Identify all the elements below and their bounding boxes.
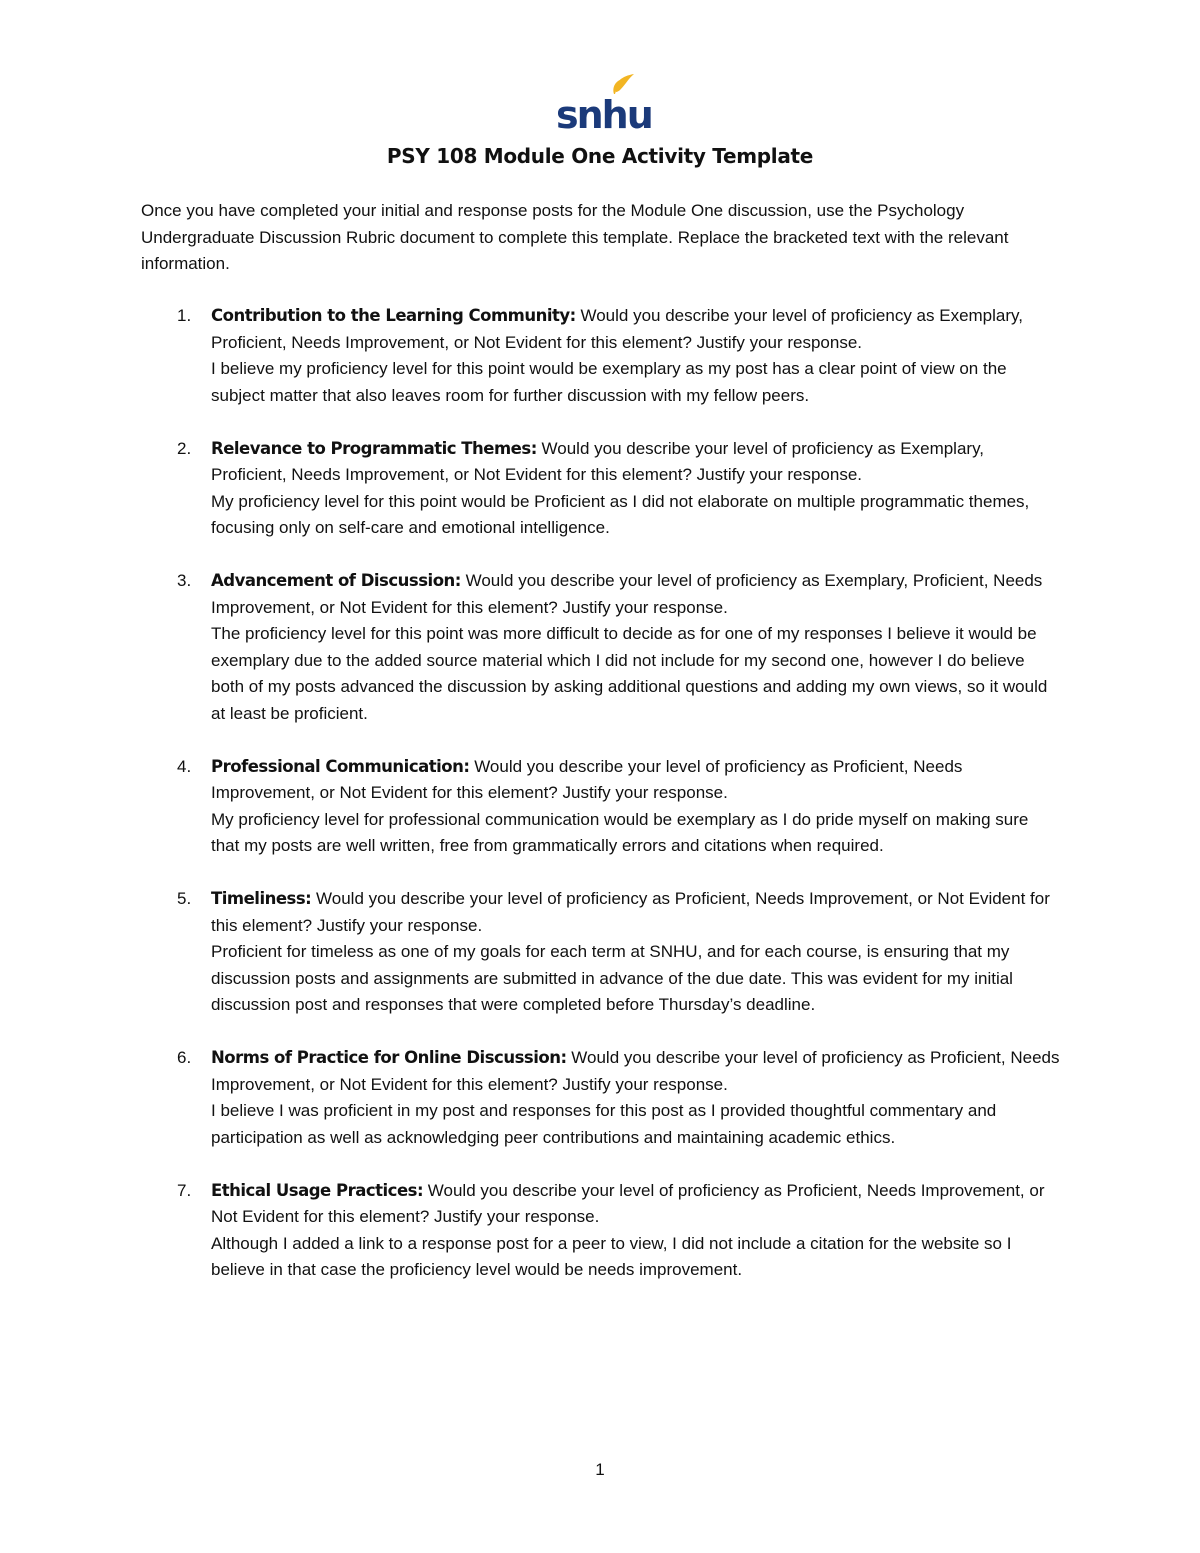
- item-heading: Contribution to the Learning Community:: [211, 306, 576, 325]
- item-heading: Norms of Practice for Online Discussion:: [211, 1048, 567, 1067]
- page-number: 1: [595, 1460, 605, 1479]
- item-heading: Advancement of Discussion:: [211, 571, 461, 590]
- snhu-logo-graphic: [554, 72, 652, 137]
- item-number: 7.: [177, 1180, 192, 1200]
- item-heading: Ethical Usage Practices:: [211, 1180, 424, 1200]
- item-heading: Professional Communication:: [211, 756, 470, 776]
- item-question: Would you describe your level of proficiency as Proficient, Needs Improvement, or Not Evident for this element? Justify your response.: [211, 889, 1050, 935]
- item-number: 1.: [177, 306, 192, 325]
- item-number: 3.: [177, 571, 192, 590]
- item-question: Would you describe your level of proficiency as Proficient, Needs Improvement, or Not Evident for this element? Justify your response.: [211, 756, 963, 802]
- item-answer: Although I added a link to a response post for a peer to view, I did not include a citation for the website so I believe in that case the proficiency level would be needs improvement.: [211, 1233, 1012, 1279]
- item-heading: Relevance to Programmatic Themes:: [211, 438, 537, 458]
- intro-paragraph: Once you have completed your initial and response posts for the Module One discussion, use the Psychology Undergraduate Discussion Rubric document to complete this template. Replace the bracketed text with the relevant information.: [141, 201, 1009, 273]
- item-heading: Timeliness:: [211, 889, 312, 908]
- item-question: Would you describe your level of proficiency as Exemplary, Proficient, Needs Improvement, or Not Evident for this element? Justify your response.: [211, 306, 1023, 352]
- snhu-logo: [554, 72, 652, 137]
- list-item: [141, 436, 1061, 542]
- list-item: [141, 568, 1061, 727]
- list-item: [141, 754, 1061, 860]
- question-list: [141, 303, 1061, 1310]
- item-answer: I believe my proficiency level for this point would be exemplary as my post has a clear point of view on the subject matter that also leaves room for further discussion with my fellow peers.: [211, 359, 1007, 405]
- list-item: [141, 1178, 1061, 1284]
- item-number: 2.: [177, 438, 192, 458]
- snhu-wordmark: snhu: [556, 93, 652, 137]
- item-number: 6.: [177, 1048, 192, 1067]
- item-answer: My proficiency level for professional communication would be exemplary as I do pride myself on making sure that my posts are well written, free from grammatically errors and citations when required.: [211, 809, 1029, 855]
- document-title: PSY 108 Module One Activity Template: [386, 144, 814, 168]
- list-item: [141, 303, 1061, 409]
- item-question: Would you describe your level of proficiency as Proficient, Needs Improvement, or Not Evident for this element? Justify your response.: [211, 1180, 1045, 1226]
- item-number: 5.: [177, 889, 192, 908]
- item-question: Would you describe your level of proficiency as Exemplary, Proficient, Needs Improvement, or Not Evident for this element? Justify your response.: [211, 438, 985, 484]
- list-item: [141, 1045, 1061, 1151]
- item-number: 4.: [177, 756, 192, 776]
- item-answer: Proficient for timeless as one of my goals for each term at SNHU, and for each course, is ensuring that my discussion posts and assignments are submitted in advance of the due date. This was evident for my initial discussion post and responses that were completed before Thursday’s deadline.: [211, 942, 1013, 1014]
- list-item: [141, 886, 1061, 1019]
- item-answer: The proficiency level for this point was more difficult to decide as for one of my responses I believe it would be exemplary due to the added source material which I did not include for my second one, however I do believe both of my posts advanced the discussion by asking additional questions and adding my own views, so it would at least be proficient.: [211, 624, 1048, 723]
- item-question: Would you describe your level of proficiency as Exemplary, Proficient, Needs Improvement, or Not Evident for this element? Justify your response.: [211, 571, 1043, 617]
- item-question: Would you describe your level of proficiency as Proficient, Needs Improvement, or Not Evident for this element? Justify your response.: [211, 1048, 1060, 1094]
- item-answer: My proficiency level for this point would be Proficient as I did not elaborate on multiple programmatic themes, focusing only on self-care and emotional intelligence.: [211, 491, 1030, 537]
- item-answer: I believe I was proficient in my post and responses for this post as I provided thoughtful commentary and participation as well as acknowledging peer contributions and maintaining academic ethics.: [211, 1101, 997, 1147]
